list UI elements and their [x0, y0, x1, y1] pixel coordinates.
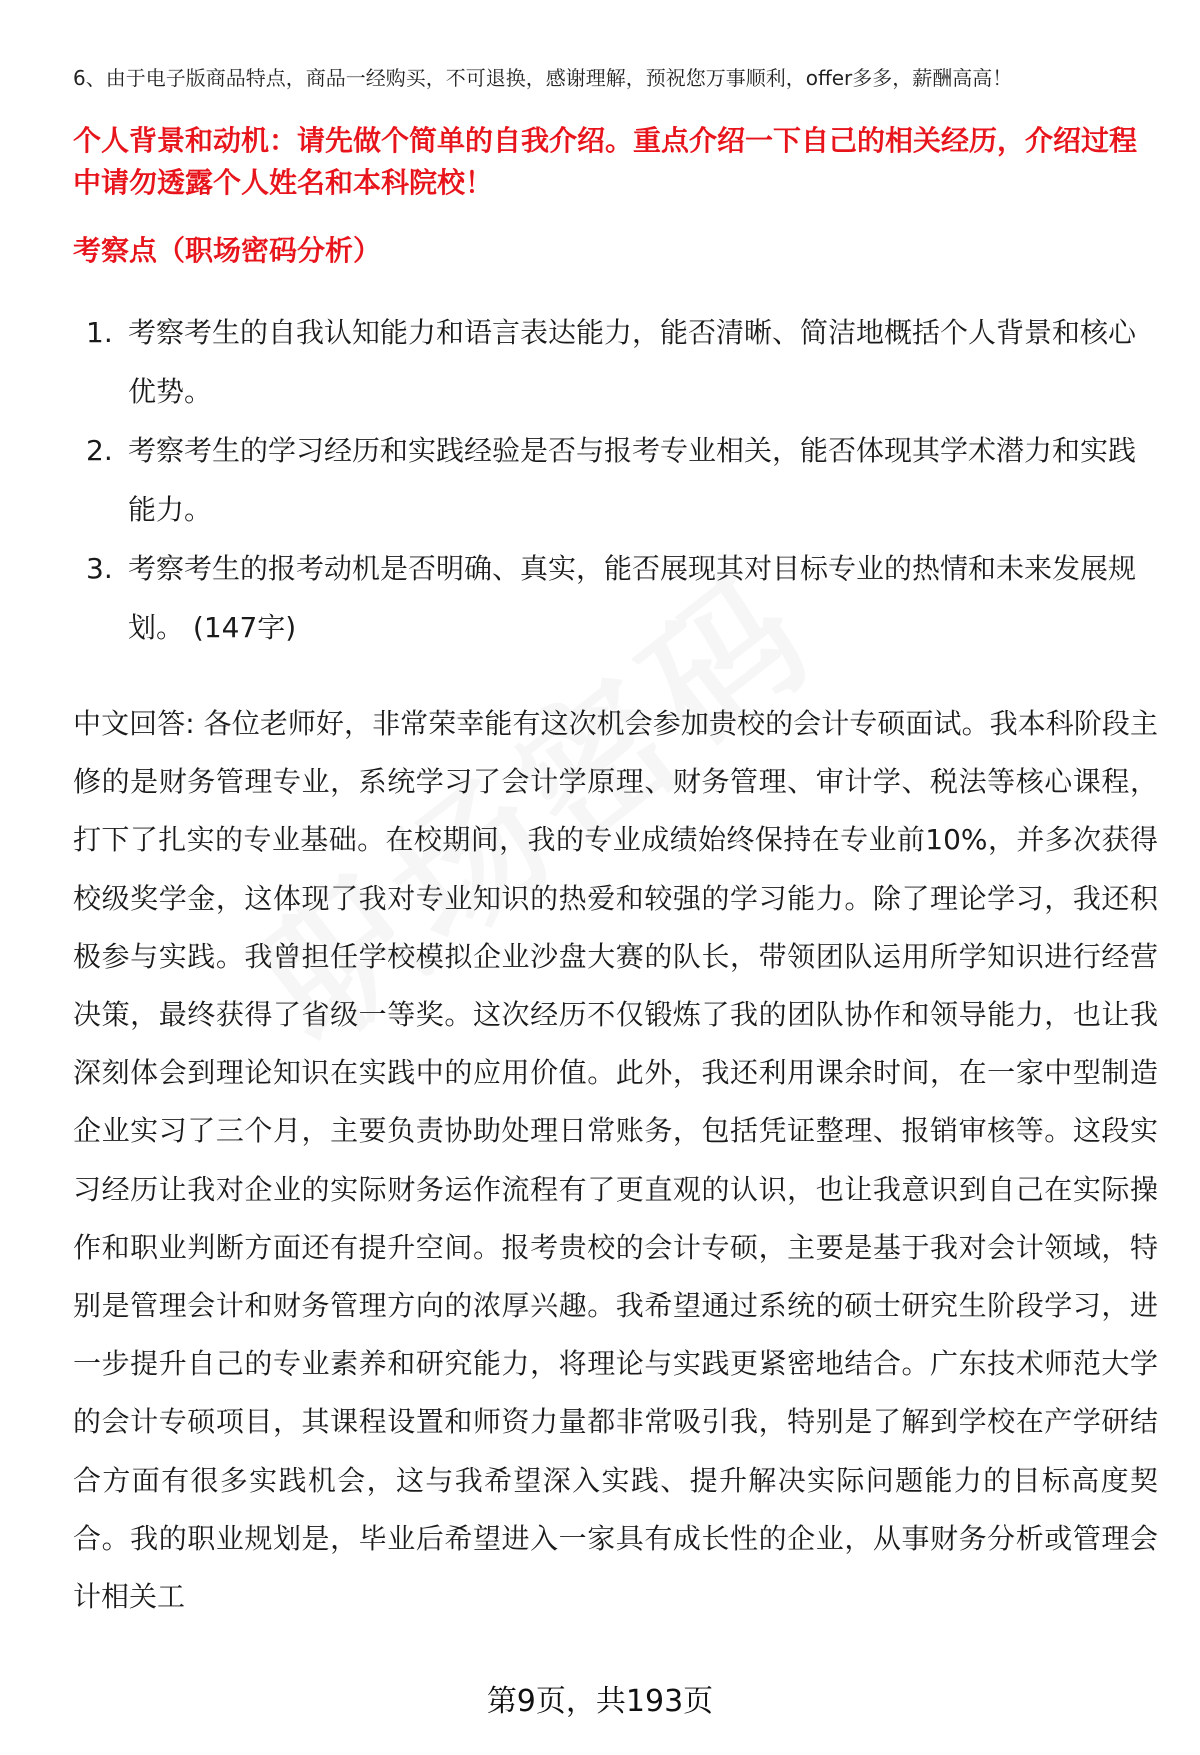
analysis-points-list [80, 303, 1150, 657]
analysis-point [80, 421, 1150, 539]
question-heading: 个人背景和动机：请先做个简单的自我介绍。重点介绍一下自己的相关经历，介绍过程中请勿透露个人姓名和本科院校！ [73, 124, 1138, 199]
point-number: 3. [86, 552, 113, 585]
analysis-point [80, 303, 1150, 421]
purchase-notice: 6、由于电子版商品特点，商品一经购买，不可退换，感谢理解，预祝您万事顺利，offer多多，薪酬高高！ [73, 66, 1013, 90]
analysis-point [80, 539, 1150, 657]
point-number: 2. [86, 434, 113, 467]
point-text: 考察考生的学习经历和实践经验是否与报考专业相关，能否体现其学术潜力和实践能力。 [128, 434, 1137, 526]
point-text: 考察考生的自我认知能力和语言表达能力，能否清晰、简洁地概括个人背景和核心优势。 [128, 316, 1137, 408]
analysis-heading: 考察点（职场密码分析） [73, 234, 382, 267]
chinese-answer: 中文回答: 各位老师好，非常荣幸能有这次机会参加贵校的会计专硕面试。我本科阶段主修的是财务管理专业，系统学习了会计学原理、财务管理、审计学、税法等核心课程，打下了扎实的专业基础。在校期间，我的专业成绩始终保持在专业前10%，并多次获得校级奖学金，这体现了我对专业知识的热爱和较强的学习能力。除了理论学习，我还积极参与实践。我曾担任学校模拟企业沙盘大赛的队长，带领团队运用所学知识进行经营决策，最终获得了省级一等奖。这次经历不仅锻炼了我的团队协作和领导能力，也让我深刻体会到理论知识在实践中的应用价值。此外，我还利用课余时间，在一家中型制造企业实习了三个月，主要负责协助处理日常账务，包括凭证整理、报销审核等。这段实习经历让我对企业的实际财务运作流程有了更直观的认识，也让我意识到自己在实际操作和职业判断方面还有提升空间。报考贵校的会计专硕，主要是基于我对会计领域，特别是管理会计和财务管理方向的浓厚兴趣。我希望通过系统的硕士研究生阶段学习，进一步提升自己的专业素养和研究能力，将理论与实践更紧密地结合。广东技术师范大学的会计专硕项目，其课程设置和师资力量都非常吸引我，特别是了解到学校在产学研结合方面有很多实践机会，这与我希望深入实践、提升解决实际问题能力的目标高度契合。我的职业规划是，毕业后希望进入一家具有成长性的企业，从事财务分析或管理会计相关工 [73, 707, 1158, 1614]
page-number: 第9页，共193页 [486, 1684, 714, 1719]
point-number: 1. [86, 316, 113, 349]
point-text: 考察考生的报考动机是否明确、真实，能否展现其对目标专业的热情和未来发展规划。 (147字) [128, 552, 1137, 644]
